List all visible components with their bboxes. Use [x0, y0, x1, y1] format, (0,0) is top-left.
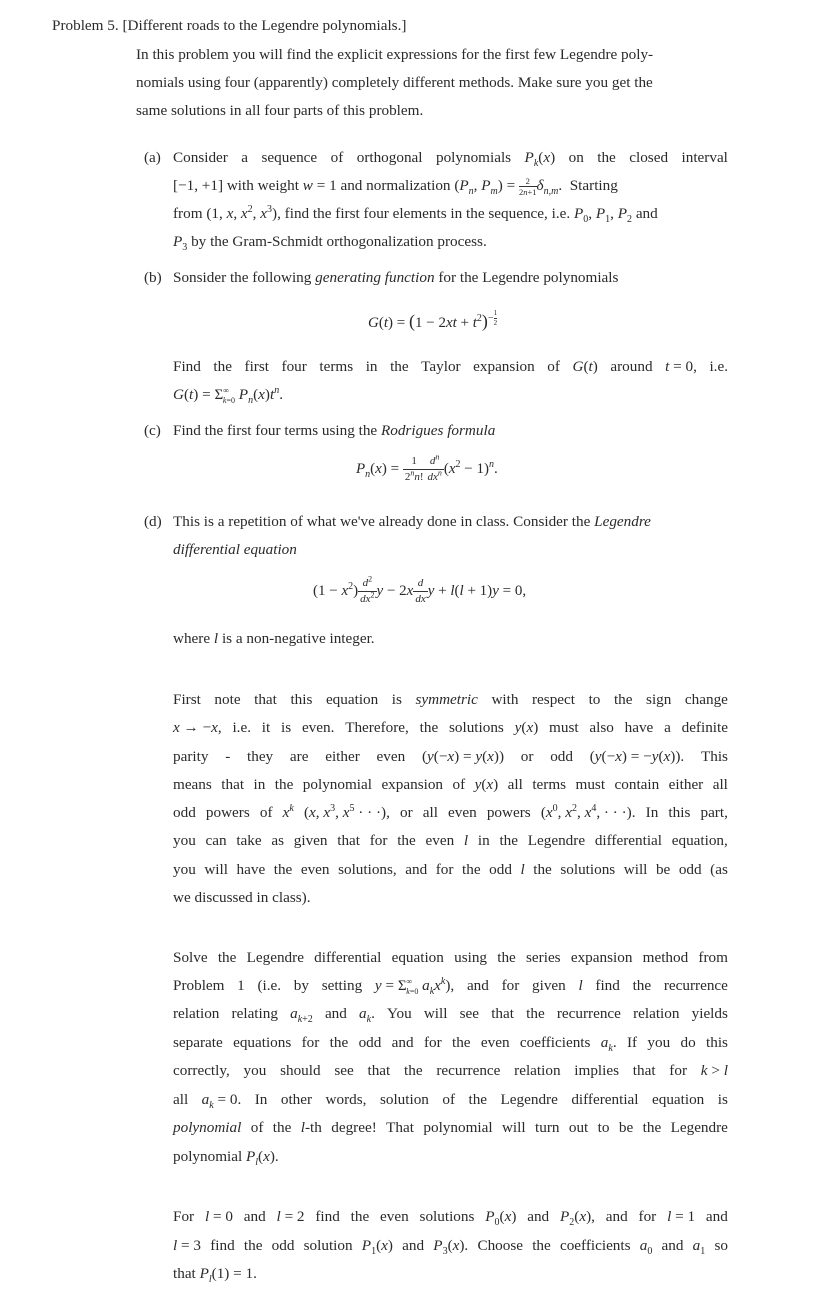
intro-line-3: same solutions in all four parts of this problem.: [136, 102, 424, 119]
part-b-label: (b): [144, 269, 162, 286]
problem-heading: [52, 16, 406, 36]
part-a-line-1: Consider a sequence of orthogonal polynomials $P_k(x)$ on the closed interval: [173, 149, 728, 170]
emphasis-rodrigues-formula: Rodrigues formula: [380, 422, 496, 439]
series-para-line-6: all $a_k = 0$. In other words, solution of the Legendre differential equation is: [173, 1091, 728, 1112]
intro-line-1: In this problem you will find the explicit expressions for the first few Legendre poly-: [136, 46, 654, 63]
emphasis-legendre: Legendre: [594, 513, 651, 530]
part-c-line-1: Find the first four terms using the Rodrigues formula: [173, 422, 496, 439]
parity-para-line-2: x → −x, i.e. it is even. Therefore, the solutions y(x) must also have a definite: [173, 719, 728, 736]
series-para-line-1: Solve the Legendre differential equation using the series expansion method from: [173, 949, 728, 966]
series-para-line-3: relation relating $a_{k+2}$ and $a_k$. You will see that the recurrence relation yields: [173, 1005, 728, 1026]
part-a-line-3: from (1, x, $x^2$, $x^3$), find the first four elements in the sequence, i.e. $P_0$, $P_1$, $P_2$ and: [173, 203, 658, 226]
parity-para-line-5: odd powers of $x^k$ (x, $x^3$, $x^5$ · · ·), or all even powers ($x^0$, $x^2$, $x^4$, · · ·). In this part,: [173, 802, 728, 821]
problem-title: [Different roads to the Legendre polynomials.]: [122, 17, 407, 34]
part-a-line-2: [−1, +1] with weight w = 1 and normalization ($P_n$, $P_m$) = $\frac{2}{2n+1}$ $\delta_{n,m}$. Starting: [173, 175, 618, 198]
generating-function-equation: $G(t) = (1 - 2xt + t^2)^{- \frac{1}{2}}$: [368, 309, 498, 331]
parity-para-line-3: parity - they are either even (y(−x) = y(x)) or odd (y(−x) = −y(x)). This: [173, 748, 728, 765]
parity-para-line-4: means that in the polynomial expansion of y(x) all terms must contain either all: [173, 776, 728, 793]
parity-para-line-7: you will have the even solutions, and for the odd l the solutions will be odd (as: [173, 861, 728, 878]
part-d-where-line: where l is a non-negative integer.: [173, 630, 375, 647]
emphasis-generating-function: generating function: [315, 269, 435, 286]
part-a-label: (a): [144, 149, 161, 166]
final-para-line-3: that $P_l(1) = 1$.: [173, 1265, 257, 1286]
part-b-line-3: $G(t) = \Sigma^\infty_{k=0}$ $P_n(x)t^n$.: [173, 384, 283, 407]
part-d-line-1: This is a repetition of what we've already done in class. Consider the Legendre: [173, 513, 651, 530]
rodrigues-formula-equation: $P_n(x)$ = $\frac{1}{2^nn!}$ $\frac{d^n}{dx^n}$ $(x^2 - 1)^n$.: [356, 452, 498, 483]
part-a-line-4: $P_3$ by the Gram-Schmidt orthogonalization process.: [173, 233, 487, 254]
emphasis-differential-equation: differential equation: [173, 541, 297, 558]
part-c-label: (c): [144, 422, 161, 439]
series-para-line-4: separate equations for the odd and for the even coefficients $a_k$. If you do this: [173, 1034, 728, 1055]
series-para-line-5: correctly, you should see that the recurrence relation implies that for k > l: [173, 1062, 728, 1079]
parity-para-line-1: First note that this equation is symmetric with respect to the sign change: [173, 691, 728, 708]
final-para-line-1: For l = 0 and l = 2 find the even solutions $P_0(x)$ and $P_2(x)$, and for l = 1 and: [173, 1208, 728, 1229]
part-b-line-1: Sonsider the following generating function for the Legendre polynomials: [173, 269, 619, 286]
intro-line-2: nomials using four (apparently) completely different methods. Make sure you get the: [136, 74, 653, 91]
part-d-line-2: [173, 540, 297, 560]
parity-para-line-8: we discussed in class).: [173, 889, 311, 906]
part-b-line-2: Find the first four terms in the Taylor expansion of G(t) around t = 0, i.e.: [173, 358, 728, 375]
parity-para-line-6: you can take as given that for the even l in the Legendre differential equation,: [173, 832, 728, 849]
series-para-line-2: Problem 1 (i.e. by setting $y = \Sigma^\infty_{k=0}$ $a_kx^k$), and for given l find the recurrence: [173, 975, 728, 998]
legendre-differential-equation: $(1 - x^2)$ $\frac{d^2}{dx^2}$ y − 2x $\frac{d}{dx}$ y + l(l + 1)y = 0,: [313, 574, 527, 605]
final-para-line-2: l = 3 find the odd solution $P_1(x)$ and $P_3(x)$. Choose the coefficients $a_0$ and $a_1$ so: [173, 1237, 728, 1258]
series-para-line-8: polynomial $P_l(x)$.: [173, 1148, 279, 1169]
part-d-label: (d): [144, 513, 162, 530]
problem-label: Problem 5.: [52, 17, 119, 34]
series-para-line-7: polynomial of the l-th degree! That polynomial will turn out to be the Legendre: [173, 1119, 728, 1136]
